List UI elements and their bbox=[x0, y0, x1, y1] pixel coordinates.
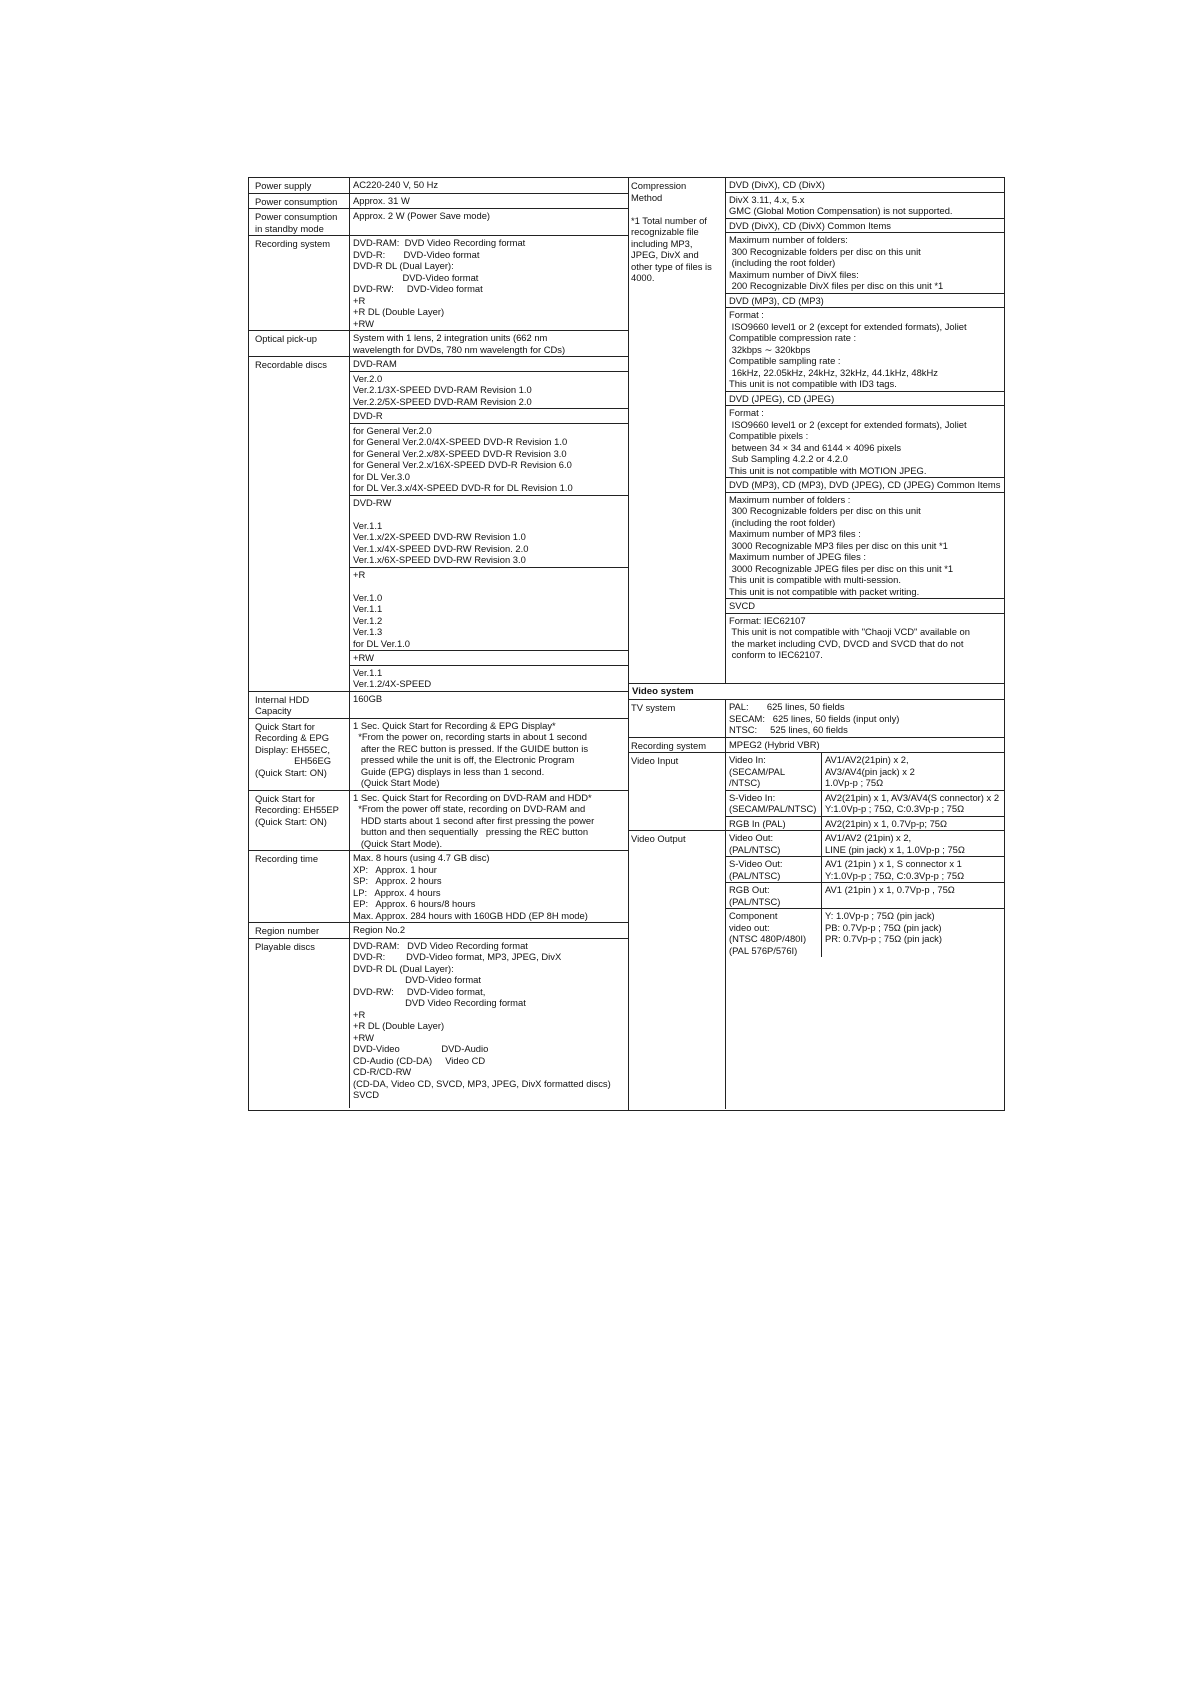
spec-line: SVCD bbox=[729, 600, 756, 611]
video-input-label: Video Input bbox=[628, 753, 726, 830]
spec-line: ISO9660 level1 or 2 (except for extended formats), Joliet bbox=[729, 320, 967, 332]
spec-value-cell bbox=[350, 666, 628, 691]
io-connector-spec: AV1/AV2 (21pin) x 2, LINE (pin jack) x 1, 1.0Vp-p ; 75Ω bbox=[825, 832, 965, 855]
io-entry bbox=[726, 883, 1004, 909]
spec-value-cell bbox=[350, 692, 628, 717]
spec-line: button and then sequentially pressing the REC button bbox=[353, 826, 589, 837]
spec-line bbox=[353, 508, 625, 520]
spec-line: DVD-Video DVD-Audio bbox=[353, 1043, 489, 1054]
spec-line: Ver.2.0 bbox=[353, 372, 383, 384]
spec-line: 3000 Recognizable JPEG files per disc on this unit *1 bbox=[729, 562, 954, 574]
spec-line: Max. Approx. 284 hours with 160GB HDD (EP 8H mode) bbox=[353, 909, 588, 921]
spec-value-cell bbox=[350, 372, 628, 410]
spec-value bbox=[350, 791, 628, 851]
spec-line: (Quick Start Mode). bbox=[353, 837, 443, 849]
spec-line: +RW bbox=[353, 1031, 374, 1043]
spec-line: for DL Ver.3.x/4X-SPEED DVD-R for DL Revision 1.0 bbox=[353, 482, 573, 493]
io-connector-name: S-Video In: (SECAM/PAL/NTSC) bbox=[726, 791, 822, 816]
spec-line: DVD-RW: DVD-Video format bbox=[353, 283, 483, 294]
compression-method-label: Compression Method *1 Total number of recognizable file including MP3, JPEG, DivX and other type of files is 4000. bbox=[628, 178, 726, 683]
spec-line: +RW bbox=[353, 652, 374, 663]
spec-line: DVD Video Recording format bbox=[353, 997, 526, 1008]
video-recording-system-value: MPEG2 (Hybrid VBR) bbox=[729, 738, 820, 750]
spec-label: Region number bbox=[249, 923, 350, 938]
spec-line: Compatible compression rate : bbox=[729, 332, 857, 343]
spec-line: for DL Ver.3.0 bbox=[353, 470, 410, 482]
spec-value-cell bbox=[350, 194, 628, 208]
spec-line: Sub Sampling 4.2.2 or 4.2.0 bbox=[729, 453, 848, 464]
spec-label: Power supply bbox=[249, 178, 350, 193]
spec-line: *From the power off state, recording on DVD-RAM and bbox=[353, 803, 586, 814]
spec-row bbox=[249, 692, 628, 719]
spec-value-cell bbox=[350, 939, 628, 1102]
spec-line: DVD (MP3), CD (MP3), DVD (JPEG), CD (JPEG) Common Items bbox=[729, 479, 1001, 490]
spec-label: Recordable discs bbox=[249, 357, 350, 691]
spec-label: Quick Start for Recording & EPG Display: EH55EC, EH56EG (Quick Start: ON) bbox=[249, 719, 350, 790]
spec-value bbox=[350, 194, 628, 209]
spec-line: Maximum number of JPEG files : bbox=[729, 551, 867, 562]
spec-line: pressed while the unit is off, the Electronic Program bbox=[353, 754, 575, 765]
spec-line bbox=[353, 704, 625, 716]
spec-value-cell bbox=[350, 236, 628, 330]
spec-row bbox=[249, 939, 628, 1108]
spec-value bbox=[350, 178, 628, 193]
spec-line: +RW bbox=[353, 317, 374, 329]
compression-cell bbox=[726, 599, 1004, 614]
spec-row bbox=[249, 357, 628, 692]
io-connector-spec: Y: 1.0Vp-p ; 75Ω (pin jack) PB: 0.7Vp-p ; 75Ω (pin jack) PR: 0.7Vp-p ; 75Ω (pin jack) bbox=[825, 910, 942, 944]
specifications-table bbox=[248, 177, 1005, 1111]
spec-line: PAL: 625 lines, 50 fields bbox=[729, 701, 845, 712]
spec-line: (CD-DA, Video CD, SVCD, MP3, JPEG, DivX formatted discs) bbox=[353, 1077, 611, 1089]
io-entry bbox=[726, 857, 1004, 883]
spec-label: Power consumption in standby mode bbox=[249, 209, 350, 235]
spec-line: Ver.1.1 bbox=[353, 519, 383, 531]
compression-cell bbox=[726, 308, 1004, 392]
spec-row bbox=[249, 791, 628, 852]
spec-line: This unit is not compatible with ID3 tags. bbox=[729, 378, 897, 389]
io-entry bbox=[726, 909, 1004, 957]
spec-line: between 34 × 34 and 6144 × 4096 pixels bbox=[729, 441, 902, 453]
spec-line: 32kbps ∼ 320kbps bbox=[729, 343, 811, 355]
spec-line: DVD-Video format bbox=[353, 271, 479, 283]
spec-line: for DL Ver.1.0 bbox=[353, 637, 410, 649]
video-output-row bbox=[628, 831, 1004, 1109]
spec-line: Ver.1.x/6X-SPEED DVD-RW Revision 3.0 bbox=[353, 554, 526, 565]
spec-line: DVD-R DL (Dual Layer): bbox=[353, 260, 454, 271]
spec-line: DivX 3.11, 4.x, 5.x bbox=[729, 193, 805, 205]
spec-line: DVD-RAM bbox=[353, 358, 397, 369]
spec-label: Recording system bbox=[249, 236, 350, 330]
compression-cell bbox=[726, 193, 1004, 219]
io-entry bbox=[726, 791, 1004, 817]
spec-line: Ver.2.1/3X-SPEED DVD-RAM Revision 1.0 bbox=[353, 384, 532, 395]
compression-cell bbox=[726, 392, 1004, 407]
spec-line: Max. 8 hours (using 4.7 GB disc) bbox=[353, 852, 490, 863]
spec-line: DVD-RAM: DVD Video Recording format bbox=[353, 237, 526, 248]
spec-line: System with 1 lens, 2 integration units (662 nm bbox=[353, 332, 548, 343]
compression-cell bbox=[726, 219, 1004, 234]
compression-method-row bbox=[628, 178, 1004, 684]
spec-value-cell bbox=[350, 357, 628, 372]
spec-line: 160GB bbox=[353, 692, 383, 704]
spec-line: Approx. 2 W (Power Save mode) bbox=[353, 210, 491, 221]
spec-line: Maximum number of MP3 files : bbox=[729, 528, 861, 539]
spec-line: DVD-RW: DVD-Video format, bbox=[353, 985, 486, 997]
spec-value-cell bbox=[350, 719, 628, 790]
spec-line: DVD-R: DVD-Video format bbox=[353, 248, 480, 260]
spec-line: *From the power on, recording starts in about 1 second bbox=[353, 731, 587, 742]
spec-line: HDD starts about 1 second after first pressing the power bbox=[353, 814, 595, 826]
spec-line: 1 Sec. Quick Start for Recording & EPG Display* bbox=[353, 719, 556, 731]
spec-value-cell bbox=[350, 651, 628, 666]
spec-value-cell bbox=[350, 409, 628, 424]
spec-line: 300 Recognizable folders per disc on this unit bbox=[729, 245, 921, 257]
video-input-row bbox=[628, 753, 1004, 831]
spec-line: DVD (DivX), CD (DivX) Common Items bbox=[729, 219, 891, 231]
spec-row bbox=[249, 236, 628, 331]
io-connector-spec: AV1 (21pin ) x 1, 0.7Vp-p , 75Ω bbox=[825, 884, 955, 895]
spec-line: +R bbox=[353, 294, 366, 306]
spec-value-cell bbox=[350, 496, 628, 568]
spec-value-cell bbox=[350, 424, 628, 496]
spec-line: 16kHz, 22.05kHz, 24kHz, 32kHz, 44.1kHz, 48kHz bbox=[729, 366, 938, 378]
spec-value bbox=[350, 719, 628, 790]
video-recording-system-label: Recording system bbox=[628, 738, 726, 753]
io-connector-spec: AV2(21pin) x 1, AV3/AV4(S connector) x 2 Y:1.0Vp-p ; 75Ω, C:0.3Vp-p ; 75Ω bbox=[825, 791, 1000, 814]
spec-line: LP: Approx. 4 hours bbox=[353, 886, 441, 898]
spec-value bbox=[350, 331, 628, 356]
spec-row bbox=[249, 923, 628, 939]
spec-value bbox=[350, 692, 628, 718]
video-system-heading: Video system bbox=[628, 684, 1004, 700]
io-entry bbox=[726, 753, 1004, 791]
spec-value-cell bbox=[350, 209, 628, 234]
spec-value bbox=[350, 939, 628, 1108]
spec-line: Ver.1.1 bbox=[353, 666, 383, 678]
io-connector-spec: AV2(21pin) x 1, 0.7Vp-p; 75Ω bbox=[825, 817, 948, 829]
spec-line: Guide (EPG) displays in less than 1 second. bbox=[353, 765, 545, 777]
io-entry bbox=[726, 817, 1004, 831]
spec-line: EP: Approx. 6 hours/8 hours bbox=[353, 898, 476, 909]
io-entry bbox=[726, 831, 1004, 857]
io-connector-spec: AV1 (21pin ) x 1, S connector x 1 Y:1.0Vp-p ; 75Ω, C:0.3Vp-p ; 75Ω bbox=[825, 858, 965, 881]
video-recording-system-row bbox=[628, 738, 1004, 754]
spec-line: 300 Recognizable folders per disc on this unit bbox=[729, 505, 921, 516]
spec-value-cell bbox=[350, 331, 628, 356]
io-connector-name: Video In: (SECAM/PAL /NTSC) bbox=[726, 753, 822, 790]
tv-system-label: TV system bbox=[628, 700, 726, 737]
spec-line: (including the root folder) bbox=[729, 257, 836, 268]
spec-line: This unit is not compatible with "Chaoji VCD" available on bbox=[729, 626, 970, 637]
spec-line: wavelength for DVDs, 780 nm wavelength for CDs) bbox=[353, 343, 566, 355]
spec-line: SECAM: 625 lines, 50 fields (input only) bbox=[729, 712, 900, 724]
spec-label: Quick Start for Recording: EH55EP (Quick Start: ON) bbox=[249, 791, 350, 851]
spec-line: Ver.1.0 bbox=[353, 591, 383, 603]
spec-line: Ver.1.x/2X-SPEED DVD-RW Revision 1.0 bbox=[353, 531, 526, 542]
spec-line: This unit is not compatible with MOTION JPEG. bbox=[729, 464, 927, 476]
compression-cell bbox=[726, 294, 1004, 309]
tv-system-row bbox=[628, 700, 1004, 738]
spec-line: for General Ver.2.0/4X-SPEED DVD-R Revision 1.0 bbox=[353, 436, 568, 447]
io-connector-name: S-Video Out: (PAL/NTSC) bbox=[726, 857, 822, 882]
spec-line: Ver.1.1 bbox=[353, 603, 383, 614]
spec-line: Compatible sampling rate : bbox=[729, 355, 841, 366]
spec-value bbox=[350, 236, 628, 330]
spec-value-cell bbox=[350, 923, 628, 937]
spec-label: Optical pick-up bbox=[249, 331, 350, 356]
spec-row bbox=[249, 851, 628, 923]
spec-row bbox=[249, 331, 628, 357]
spec-line: Ver.1.2 bbox=[353, 614, 383, 626]
spec-line: Format : bbox=[729, 407, 764, 418]
spec-line: DVD (MP3), CD (MP3) bbox=[729, 294, 824, 306]
spec-line: DVD (DivX), CD (DivX) bbox=[729, 179, 825, 190]
spec-value-cell bbox=[350, 178, 628, 192]
spec-label: Playable discs bbox=[249, 939, 350, 1108]
spec-line: Format : bbox=[729, 309, 764, 320]
spec-line: (Quick Start Mode) bbox=[353, 777, 440, 788]
spec-line: DVD-R: DVD-Video format, MP3, JPEG, DivX bbox=[353, 951, 562, 962]
spec-row bbox=[249, 194, 628, 210]
spec-line: XP: Approx. 1 hour bbox=[353, 863, 437, 875]
spec-line: 200 Recognizable DivX files per disc on this unit *1 bbox=[729, 280, 944, 291]
spec-line: SP: Approx. 2 hours bbox=[353, 875, 442, 886]
spec-line: +R bbox=[353, 568, 366, 580]
tv-system-values bbox=[726, 700, 1004, 737]
io-connector-name: Video Out: (PAL/NTSC) bbox=[726, 831, 822, 856]
spec-value bbox=[350, 923, 628, 938]
spec-line: Region No.2 bbox=[353, 924, 406, 935]
spec-label: Power consumption bbox=[249, 194, 350, 209]
spec-row bbox=[249, 178, 628, 194]
spec-value-cell bbox=[350, 568, 628, 652]
spec-line: Maximum number of DivX files: bbox=[729, 268, 859, 280]
compression-cell bbox=[726, 233, 1004, 294]
compression-cell bbox=[726, 178, 1004, 193]
spec-line: DVD-RW bbox=[353, 496, 392, 508]
io-connector-name: Component video out: (NTSC 480P/480I) (PAL 576P/576I) bbox=[726, 909, 822, 957]
spec-value bbox=[350, 209, 628, 235]
video-input-list bbox=[726, 753, 1004, 830]
spec-line: Maximum number of folders: bbox=[729, 234, 848, 245]
spec-line: for General Ver.2.x/8X-SPEED DVD-R Revision 3.0 bbox=[353, 447, 567, 459]
spec-value bbox=[350, 851, 628, 922]
spec-label: Internal HDD Capacity bbox=[249, 692, 350, 718]
spec-line: Approx. 31 W bbox=[353, 194, 410, 206]
spec-line: GMC (Global Motion Compensation) is not supported. bbox=[729, 205, 953, 216]
compression-cell bbox=[726, 406, 1004, 478]
spec-value-cell bbox=[350, 851, 628, 922]
spec-line: ISO9660 level1 or 2 (except for extended formats), Joliet bbox=[729, 418, 967, 430]
spec-line: +R DL (Double Layer) bbox=[353, 1020, 445, 1031]
spec-line: for General Ver.2.0 bbox=[353, 424, 432, 436]
io-connector-name: RGB In (PAL) bbox=[726, 817, 822, 831]
video-output-list bbox=[726, 831, 1004, 1109]
spec-line: This unit is compatible with multi-session. bbox=[729, 574, 901, 585]
spec-line: This unit is not compatible with packet writing. bbox=[729, 585, 920, 597]
spec-line: +R bbox=[353, 1008, 366, 1020]
spec-line: 1 Sec. Quick Start for Recording on DVD-RAM and HDD* bbox=[353, 791, 592, 803]
spec-line: Ver.1.3 bbox=[353, 626, 383, 637]
spec-line: AC220-240 V, 50 Hz bbox=[353, 179, 439, 190]
spec-line: DVD-R DL (Dual Layer): bbox=[353, 962, 454, 974]
spec-line: after the REC button is pressed. If the GUIDE button is bbox=[353, 742, 589, 754]
compression-method-values bbox=[726, 178, 1004, 683]
spec-line bbox=[353, 222, 625, 234]
spec-line: the market including CVD, DVCD and SVCD that do not bbox=[729, 637, 964, 649]
spec-line: Maximum number of folders : bbox=[729, 493, 851, 505]
spec-label: Recording time bbox=[249, 851, 350, 922]
spec-row bbox=[249, 209, 628, 236]
spec-line: Ver.2.2/5X-SPEED DVD-RAM Revision 2.0 bbox=[353, 395, 532, 407]
spec-value bbox=[350, 357, 628, 691]
spec-row bbox=[249, 719, 628, 791]
spec-line: DVD-Video format bbox=[353, 974, 481, 985]
spec-line: 3000 Recognizable MP3 files per disc on this unit *1 bbox=[729, 539, 948, 551]
tv-system-lines bbox=[726, 700, 1004, 737]
spec-line: Ver.1.x/4X-SPEED DVD-RW Revision. 2.0 bbox=[353, 542, 529, 554]
spec-line: NTSC: 525 lines, 60 fields bbox=[729, 724, 848, 735]
spec-line: Ver.1.2/4X-SPEED bbox=[353, 678, 432, 689]
spec-line: (including the root folder) bbox=[729, 516, 836, 528]
spec-line: DVD-RAM: DVD Video Recording format bbox=[353, 939, 528, 951]
spec-line: DVD (JPEG), CD (JPEG) bbox=[729, 392, 835, 404]
spec-line bbox=[353, 580, 625, 592]
spec-line: conform to IEC62107. bbox=[729, 649, 823, 660]
spec-line: DVD-R bbox=[353, 410, 383, 421]
video-output-label: Video Output bbox=[628, 831, 726, 1109]
compression-cell bbox=[726, 493, 1004, 600]
io-connector-spec: AV1/AV2(21pin) x 2, AV3/AV4(pin jack) x 2 1.0Vp-p ; 75Ω bbox=[825, 754, 915, 788]
spec-line: Format: IEC62107 bbox=[729, 614, 806, 626]
spec-value-cell bbox=[350, 791, 628, 851]
spec-line: SVCD bbox=[353, 1089, 380, 1100]
compression-cell bbox=[726, 478, 1004, 493]
compression-cell bbox=[726, 614, 1004, 662]
specs-right-column bbox=[628, 178, 1004, 1110]
spec-line: for General Ver.2.x/16X-SPEED DVD-R Revision 6.0 bbox=[353, 459, 572, 470]
spec-line: +R DL (Double Layer) bbox=[353, 306, 445, 317]
spec-line: CD-Audio (CD-DA) Video CD bbox=[353, 1054, 486, 1066]
spec-line: Compatible pixels : bbox=[729, 430, 809, 441]
specs-left-column bbox=[249, 178, 629, 1110]
spec-line: CD-R/CD-RW bbox=[353, 1066, 412, 1077]
io-connector-name: RGB Out: (PAL/NTSC) bbox=[726, 883, 822, 908]
